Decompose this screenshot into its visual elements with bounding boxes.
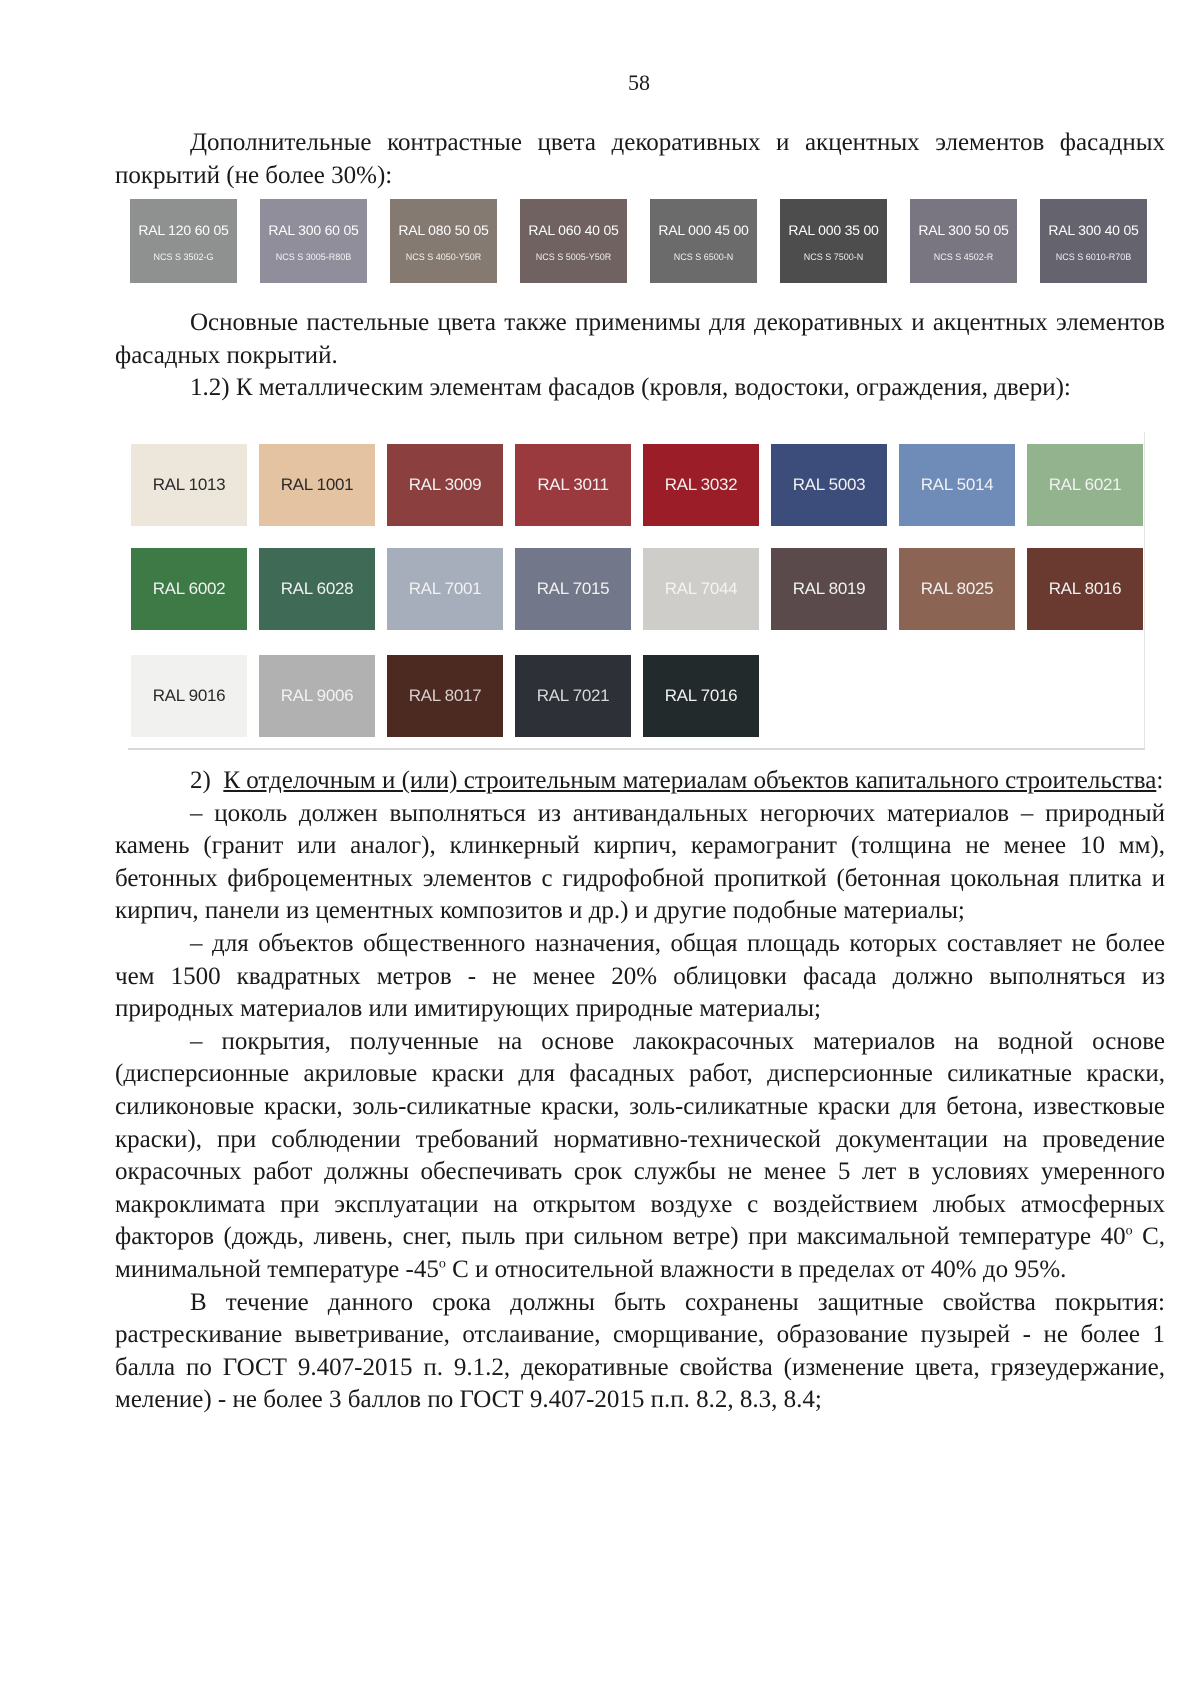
- metal-swatch: RAL 8016: [1027, 548, 1143, 630]
- metal-swatch: RAL 3009: [387, 444, 503, 526]
- item-plinth: – цоколь должен выполняться из антивандальных негорючих материалов – природный камень (гранит или аналог), клинкерный кирпич, керамогранит (толщина не менее 10 мм), бетонных фиброцементных элементов с гидрофобной пропиткой (бетонная цокольная плитка и кирпич, панели из цементных композитов и др.) и другие подобные материалы;: [115, 799, 1165, 925]
- metal-paragraph: 1.2) К металлическим элементам фасадов (кровля, водостоки, ограждения, двери):: [190, 374, 1071, 402]
- contrast-swatch-ncs: NCS S 4050-Y50R: [405, 252, 482, 262]
- contrast-swatch: [650, 199, 757, 283]
- closing-paragraph: В течение данного срока должны быть сохранены защитные свойства покрытия: растрескивание выветривание, отслаивание, сморщивание, образование пузырей - не более 1 балла по ГОСТ 9.407-2015 п. 9.1.2, декоративные свойства (изменение цвета, грязеудержание, меление) - не более 3 баллов по ГОСТ 9.407-2015 п.п. 8.2, 8.3, 8.4;: [115, 1288, 1165, 1414]
- contrast-swatch: [780, 199, 887, 283]
- contrast-swatch-ncs: NCS S 4502-R: [933, 252, 994, 262]
- metal-swatch: RAL 6002: [131, 548, 247, 630]
- contrast-swatch-ral: RAL 120 60 05: [138, 222, 229, 238]
- metal-swatch: RAL 8017: [387, 655, 503, 737]
- contrast-swatch-ral: RAL 300 40 05: [1048, 222, 1139, 238]
- item-coatings: [115, 1026, 1165, 1287]
- intro-block: [115, 127, 1165, 192]
- contrast-swatch-ncs: NCS S 3005-R80B: [275, 252, 352, 262]
- contrast-swatch: [520, 199, 627, 283]
- finishing-number: 2): [190, 767, 211, 794]
- metal-swatch: RAL 9016: [131, 655, 247, 737]
- metal-swatch: RAL 9006: [259, 655, 375, 737]
- contrast-swatch-ral: RAL 060 40 05: [528, 222, 619, 238]
- metal-swatch: RAL 5003: [771, 444, 887, 526]
- degree-mark-1: o: [1125, 1223, 1133, 1239]
- contrast-swatch-ral: RAL 300 60 05: [268, 222, 359, 238]
- intro-paragraph: Дополнительные контрастные цвета декоративных и акцентных элементов фасадных покрытий (не более 30%):: [115, 129, 1165, 189]
- metal-swatch: RAL 1001: [259, 444, 375, 526]
- coatings-text-2: С, минимальной температуре -45: [115, 1223, 1165, 1283]
- contrast-swatch-ral: RAL 000 35 00: [788, 222, 879, 238]
- contrast-swatch: [1040, 199, 1147, 283]
- metal-swatch: RAL 7001: [387, 548, 503, 630]
- finishing-block: [115, 765, 1165, 1417]
- pastel-block: [115, 307, 1165, 405]
- metal-swatch: RAL 5014: [899, 444, 1015, 526]
- metal-swatch: RAL 6028: [259, 548, 375, 630]
- metal-swatch: RAL 6021: [1027, 444, 1143, 526]
- metal-swatch: RAL 3011: [515, 444, 631, 526]
- contrast-swatch-ncs: NCS S 5005-Y50R: [535, 252, 612, 262]
- metal-swatch: RAL 7016: [643, 655, 759, 737]
- finishing-heading: [115, 765, 1165, 798]
- metal-color-palette: [128, 432, 1145, 750]
- contrast-swatch-ncs: NCS S 6500-N: [673, 252, 734, 262]
- item-public-buildings: – для объектов общественного назначения, общая площадь которых составляет не более чем 1500 квадратных метров - не менее 20% облицовки фасада должно выполняться из природных материалов или имитирующих природные материалы;: [115, 929, 1165, 1023]
- contrast-swatch-ral: RAL 000 45 00: [658, 222, 749, 238]
- finishing-colon: :: [1156, 767, 1164, 794]
- page-number: 58: [628, 70, 650, 95]
- contrast-swatch: [260, 199, 367, 283]
- contrast-swatch: [390, 199, 497, 283]
- contrast-swatch-row: [130, 199, 1150, 283]
- contrast-swatch: [910, 199, 1017, 283]
- metal-swatch: RAL 3032: [643, 444, 759, 526]
- metal-swatch: RAL 8019: [771, 548, 887, 630]
- contrast-swatch-ral: RAL 300 50 05: [918, 222, 1009, 238]
- coatings-text-3: С и относительной влажности в пределах от 40% до 95%.: [445, 1255, 1067, 1283]
- finishing-underlined: К отделочным и (или) строительным материалам объектов капитального строительства: [223, 767, 1157, 794]
- contrast-swatch-ncs: NCS S 3502-G: [153, 252, 214, 262]
- metal-swatch: RAL 7044: [643, 548, 759, 630]
- metal-swatch: RAL 7021: [515, 655, 631, 737]
- contrast-swatch-ncs: NCS S 6010-R70B: [1055, 252, 1132, 262]
- contrast-swatch-ral: RAL 080 50 05: [398, 222, 489, 238]
- metal-swatch: RAL 7015: [515, 548, 631, 630]
- contrast-swatch: [130, 199, 237, 283]
- degree-mark-2: o: [438, 1256, 446, 1272]
- metal-swatch: RAL 1013: [131, 444, 247, 526]
- metal-swatch: RAL 8025: [899, 548, 1015, 630]
- coatings-text-1: – покрытия, полученные на основе лакокрасочных материалов на водной основе (дисперсионные акриловые краски для фасадных работ, дисперсионные силикатные краски, силиконовые краски, золь-силикатные краски, золь-силикатные краски для бетона, известковые краски), при соблюдении требований нормативно-технической документации на проведение окрасочных работ должны обеспечивать срок службы не менее 5 лет в условиях умеренного макроклимата при эксплуатации на открытом воздухе с воздействием любых атмосферных факторов (дождь, ливень, снег, пыль при сильном ветре) при максимальной температуре 40: [115, 1027, 1165, 1251]
- pastel-paragraph: Основные пастельные цвета также применимы для декоративных и акцентных элементов фасадных покрытий.: [115, 309, 1165, 369]
- contrast-swatch-ncs: NCS S 7500-N: [803, 252, 864, 262]
